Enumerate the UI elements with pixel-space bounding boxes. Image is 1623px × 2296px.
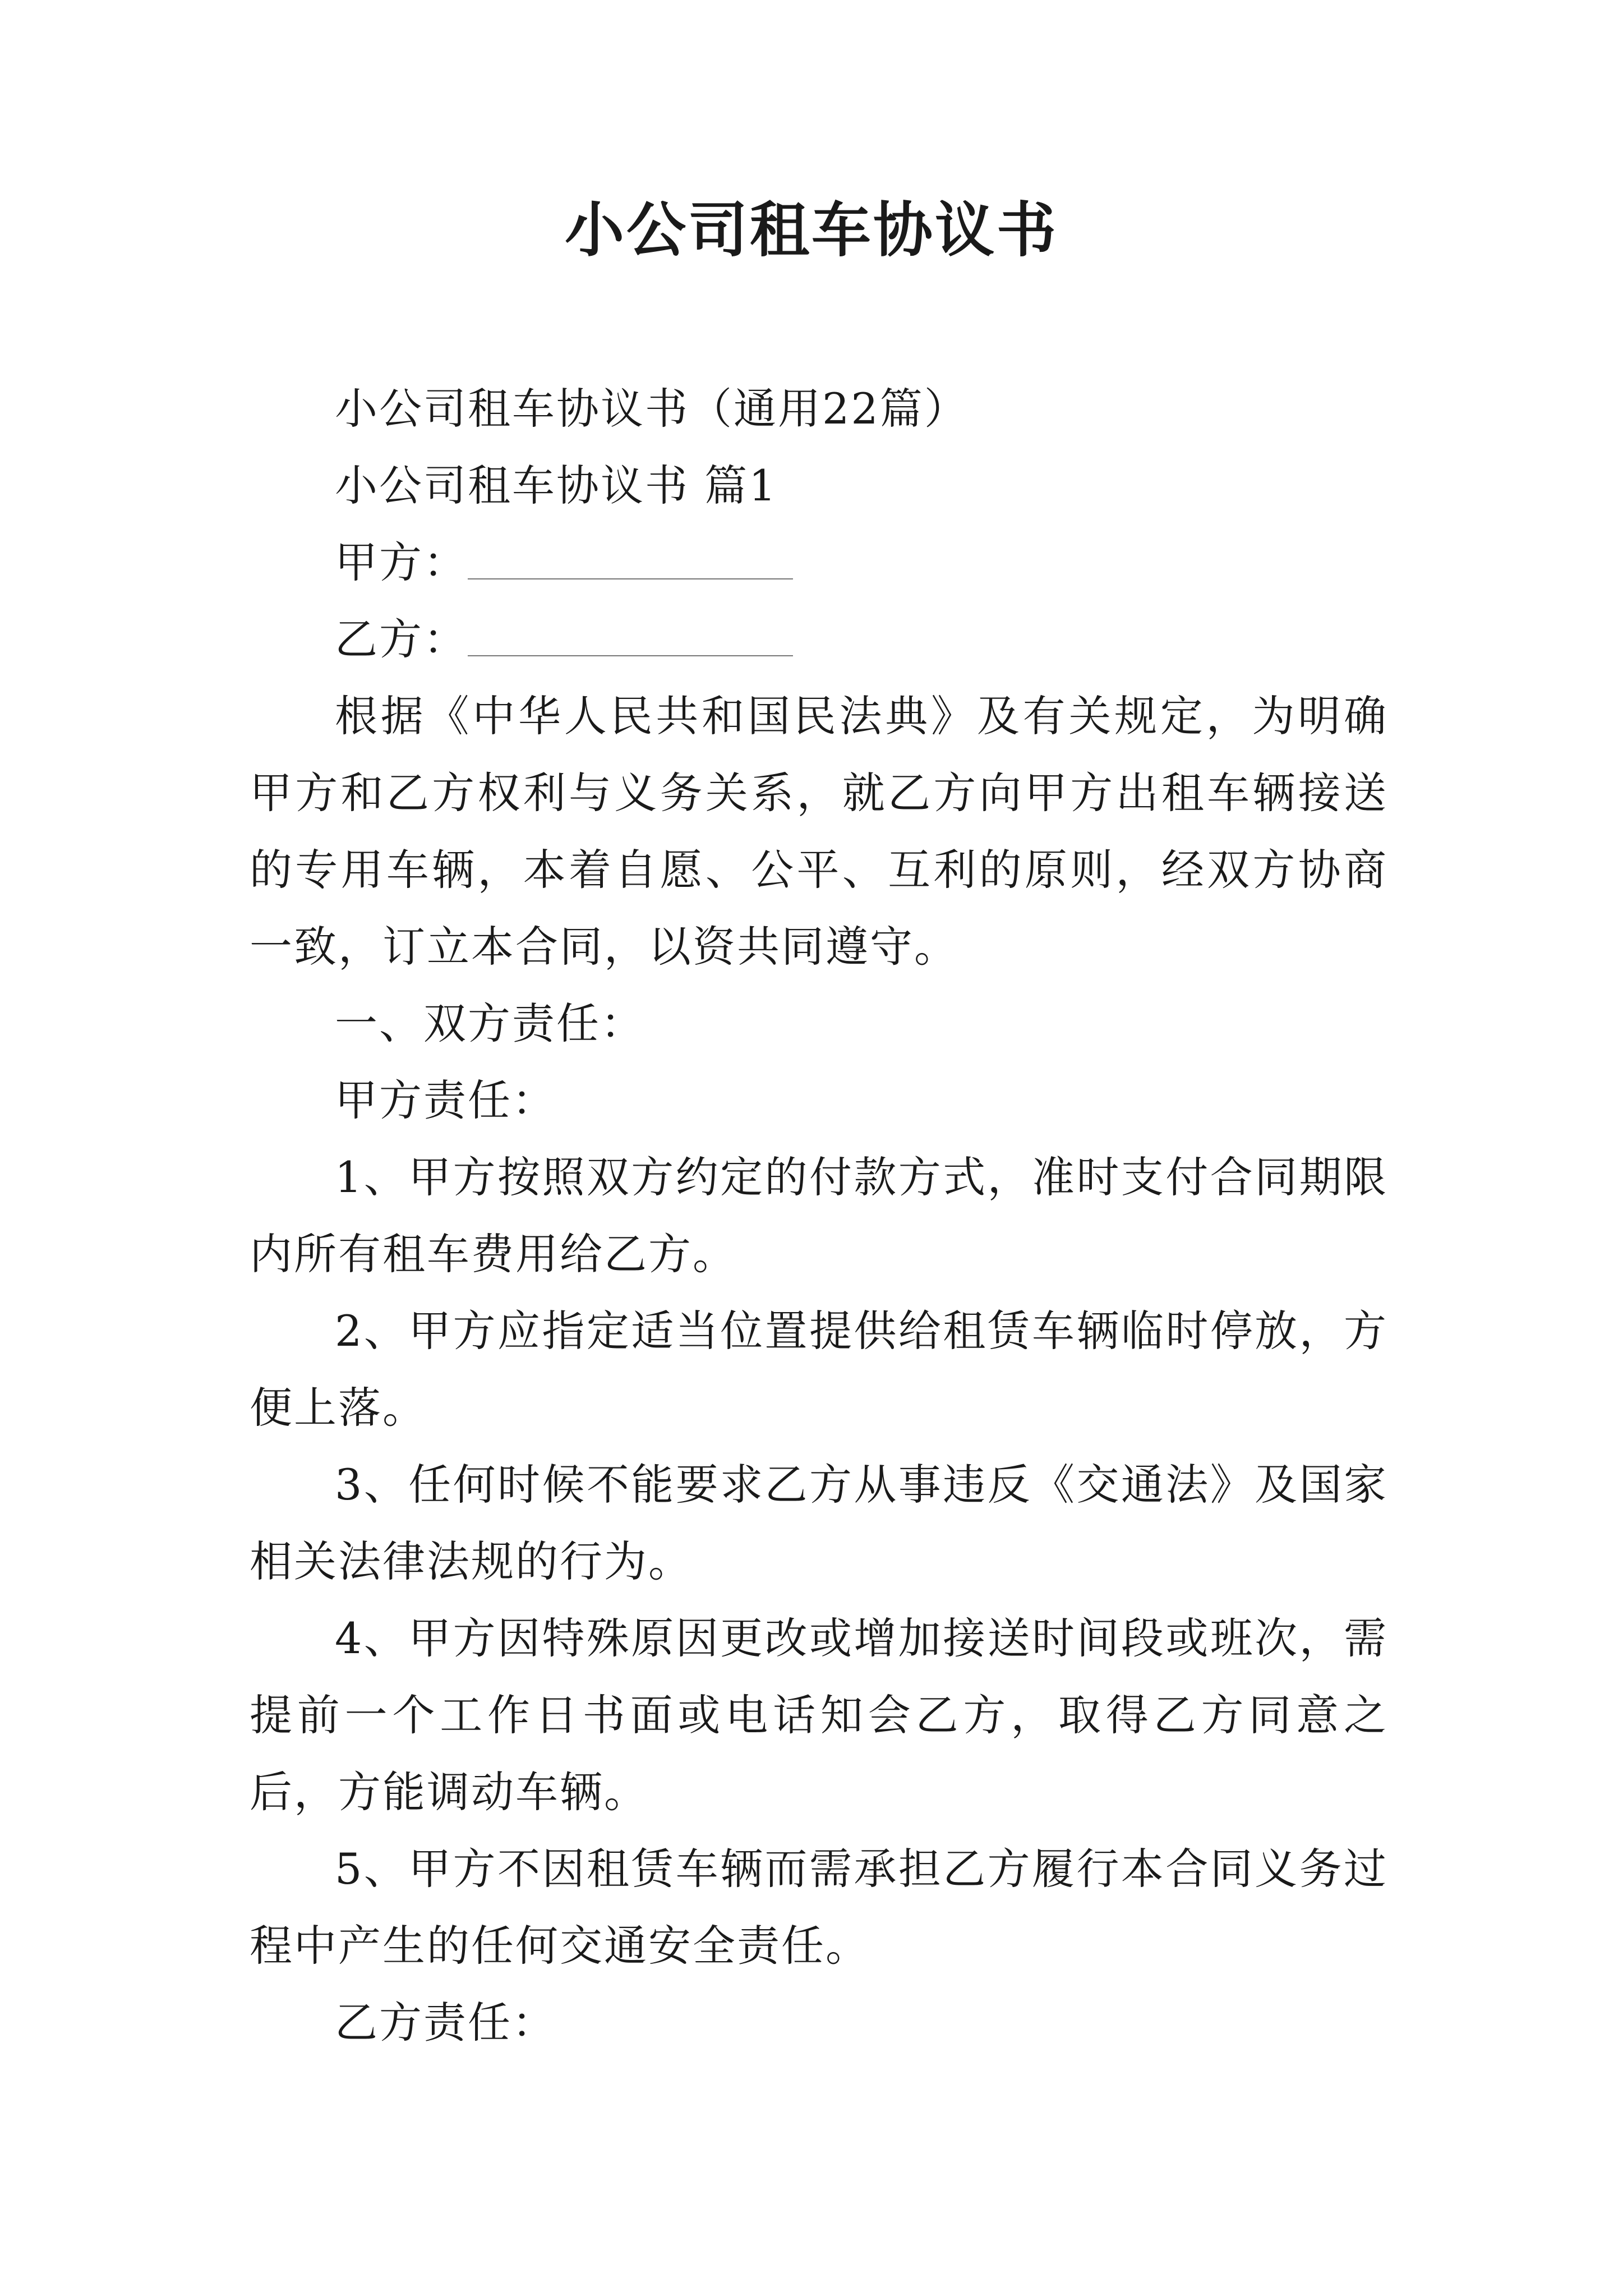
party-b-blank <box>468 616 793 656</box>
intro-paragraph: 根据《中华人民共和国民法典》及有关规定，为明确甲方和乙方权利与义务关系，就乙方向甲方出租车辆接送的专用车辆，本着自愿、公平、互利的原则，经双方协商一致，订立本合同，以资共同遵守。 <box>250 691 1388 972</box>
document-body <box>250 370 1388 2061</box>
party-a-item-5: 5、甲方不因租赁车辆而需承担乙方履行本合同义务过程中产生的任何交通安全责任。 <box>250 1844 1388 1971</box>
party-a-responsibilities-heading: 甲方责任： <box>335 1075 556 1125</box>
document-title: 小公司租车协议书 <box>565 195 1058 265</box>
responsibilities-heading: 一、双方责任： <box>335 999 645 1048</box>
party-a-blank <box>468 539 793 579</box>
party-a-label: 甲方： <box>335 537 468 587</box>
party-a-item-2: 2、甲方应指定适当位置提供给租赁车辆临时停放，方便上落。 <box>250 1306 1388 1433</box>
party-a-item-3: 3、任何时候不能要求乙方从事违反《交通法》及国家相关法律法规的行为。 <box>250 1460 1388 1586</box>
party-b-responsibilities-heading: 乙方责任： <box>335 1998 556 2047</box>
section-heading: 小公司租车协议书 篇1 <box>335 461 778 510</box>
party-a-line <box>250 524 1388 601</box>
document-subtitle: 小公司租车协议书（通用22篇） <box>335 384 969 434</box>
party-b-line <box>250 601 1388 678</box>
party-a-item-1: 1、甲方按照双方约定的付款方式，准时支付合同期限内所有租车费用给乙方。 <box>250 1152 1388 1279</box>
party-a-item-4: 4、甲方因特殊原因更改或增加接送时间段或班次，需提前一个工作日书面或电话知会乙方，取得乙方同意之后，方能调动车辆。 <box>250 1613 1388 1817</box>
party-b-label: 乙方： <box>335 614 468 664</box>
